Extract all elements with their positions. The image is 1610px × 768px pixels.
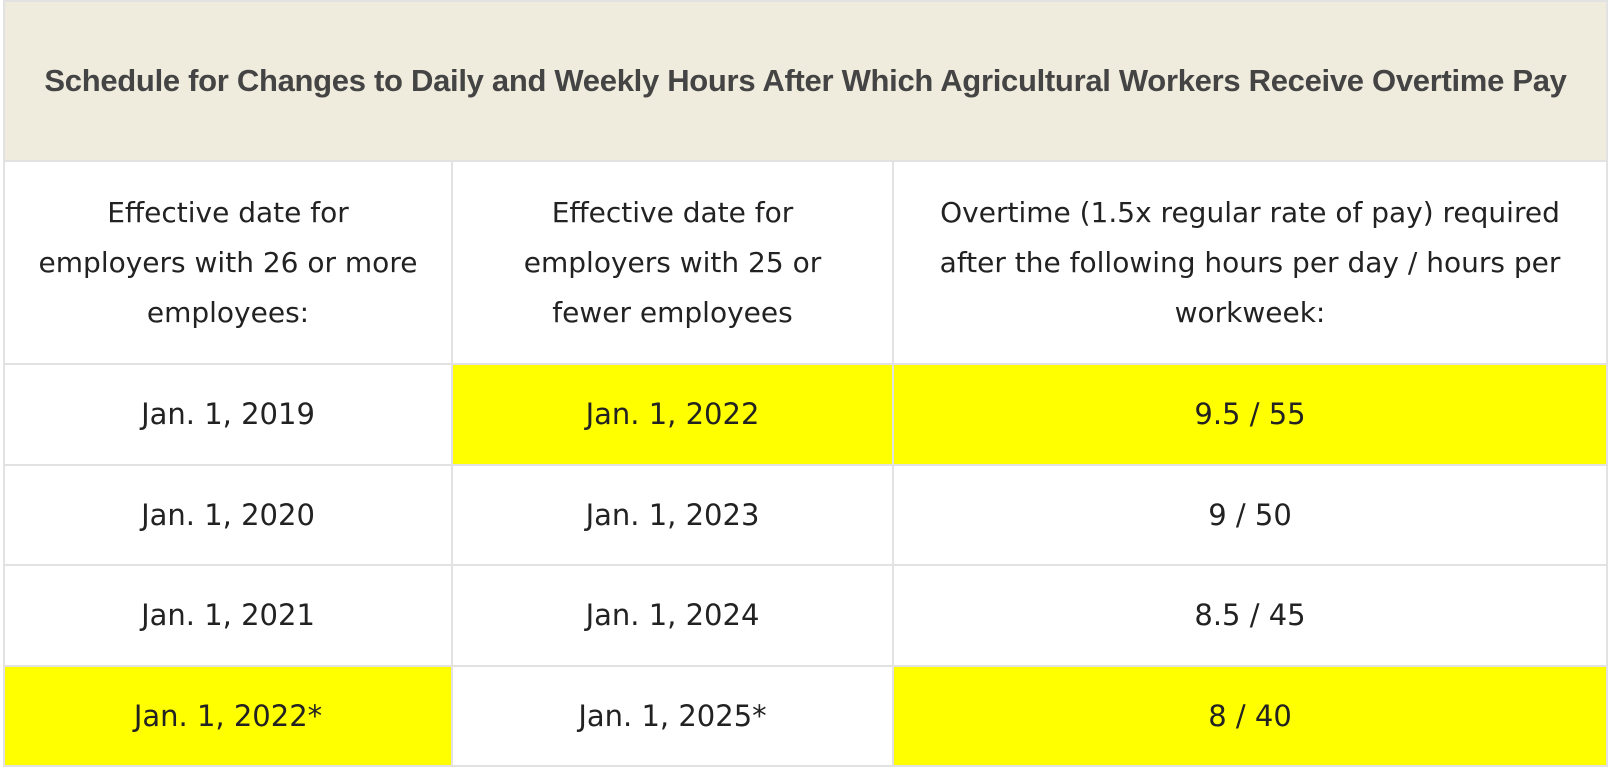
overtime-hours-cell: 9.5 / 55 <box>893 364 1607 464</box>
overtime-hours-cell: 9 / 50 <box>893 465 1607 565</box>
table-title: Schedule for Changes to Daily and Weekly Hours After Which Agricultural Workers Receive Overtime Pay <box>4 1 1607 161</box>
large-employer-date-cell: Jan. 1, 2021 <box>4 565 452 665</box>
table-row <box>4 565 1607 665</box>
small-employer-date-cell: Jan. 1, 2022 <box>452 364 893 464</box>
overtime-hours-cell: 8 / 40 <box>893 666 1607 766</box>
column-header-small-employers: Effective date for employers with 25 or fewer employees <box>452 161 893 364</box>
table-header-row <box>4 161 1607 364</box>
small-employer-date-cell: Jan. 1, 2024 <box>452 565 893 665</box>
large-employer-date-cell: Jan. 1, 2020 <box>4 465 452 565</box>
small-employer-date-cell: Jan. 1, 2023 <box>452 465 893 565</box>
overtime-schedule-table <box>3 0 1608 767</box>
column-header-large-employers: Effective date for employers with 26 or more employees: <box>4 161 452 364</box>
table-title-row <box>4 1 1607 161</box>
overtime-hours-cell: 8.5 / 45 <box>893 565 1607 665</box>
table-row <box>4 666 1607 766</box>
column-header-overtime-hours: Overtime (1.5x regular rate of pay) required after the following hours per day / hours per workweek: <box>893 161 1607 364</box>
table-row <box>4 364 1607 464</box>
large-employer-date-cell: Jan. 1, 2019 <box>4 364 452 464</box>
large-employer-date-cell: Jan. 1, 2022* <box>4 666 452 766</box>
small-employer-date-cell: Jan. 1, 2025* <box>452 666 893 766</box>
table-row <box>4 465 1607 565</box>
